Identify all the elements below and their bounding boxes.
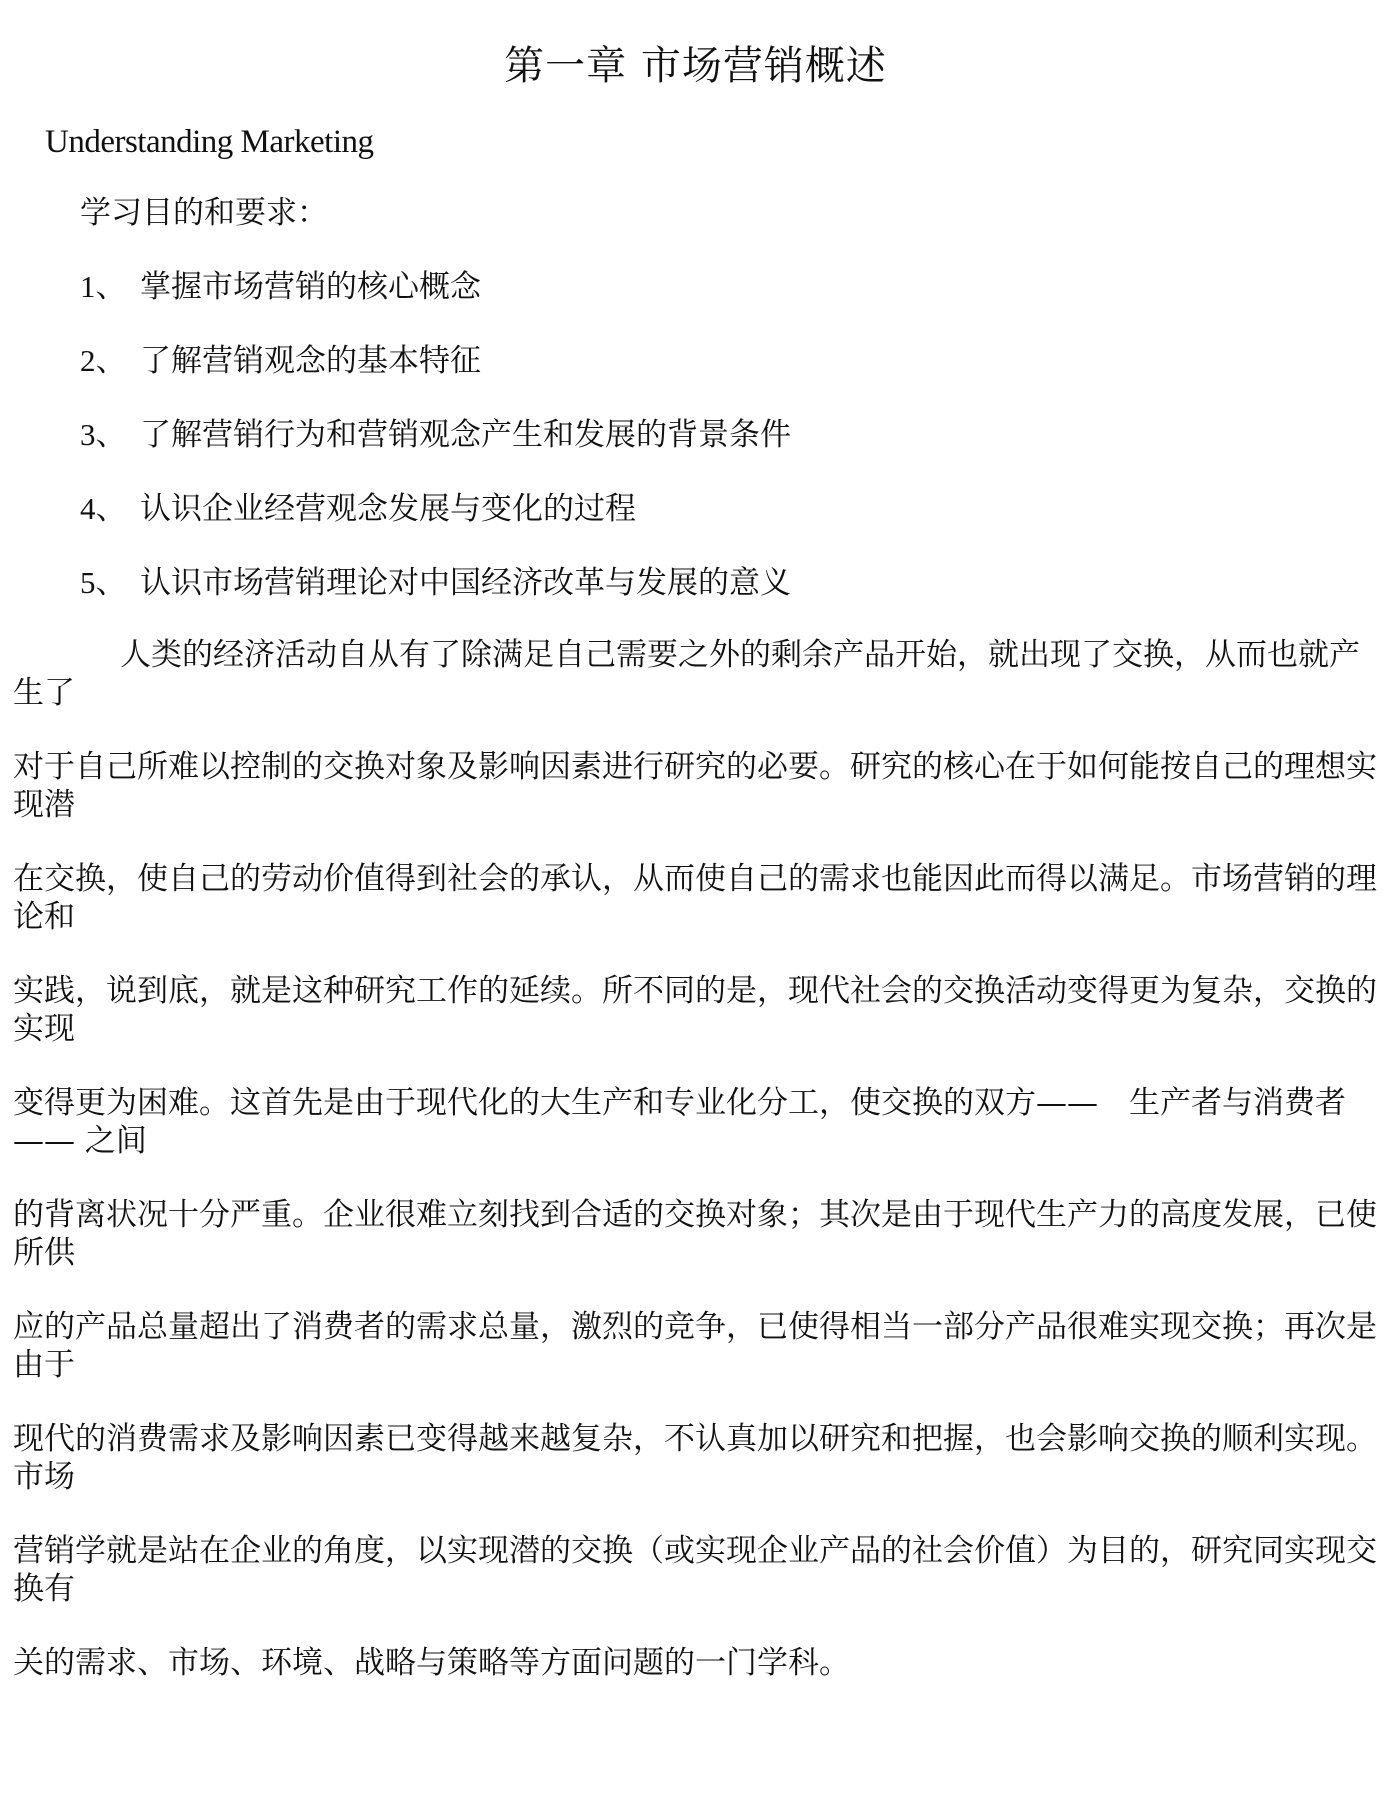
objective-text: 认识市场营销理论对中国经济改革与发展的意义 [140,565,791,601]
paragraph-line: 的背离状况十分严重。企业很难立刻找到合适的交换对象；其次是由于现代生产力的高度发展，已使所供 [13,1197,1377,1271]
paragraph-line: 在交换，使自己的劳动价值得到社会的承认，从而使自己的需求也能因此而得以满足。市场营销的理论和 [13,861,1377,935]
objective-item [80,340,481,382]
objective-number: 2、 [80,343,127,378]
objective-item [80,488,636,530]
paragraph-line: 对于自己所难以控制的交换对象及影响因素进行研究的必要。研究的核心在于如何能按自己的理想实现潜 [13,749,1377,823]
paragraph-line: 现代的消费需求及影响因素已变得越来越复杂，不认真加以研究和把握，也会影响交换的顺利实现。市场 [13,1421,1377,1495]
objective-number: 1、 [80,269,127,304]
english-subtitle: Understanding Marketing [45,124,374,160]
objective-item [80,414,791,456]
objective-text: 了解营销观念的基本特征 [140,343,481,379]
objective-number: 3、 [80,417,127,452]
paragraph-line: 变得更为困难。这首先是由于现代化的大生产和专业化分工，使交换的双方—— 生产者与消费者—— 之间 [13,1085,1346,1159]
paragraph-line: 营销学就是站在企业的角度，以实现潜的交换（或实现企业产品的社会价值）为目的，研究同实现交换有 [13,1533,1377,1607]
objective-number: 5、 [80,565,127,600]
objective-text: 认识企业经营观念发展与变化的过程 [140,491,636,527]
objective-item [80,562,791,604]
objective-text: 了解营销行为和营销观念产生和发展的背景条件 [140,417,791,453]
objective-number: 4、 [80,491,127,526]
paragraph-line: 关的需求、市场、环境、战略与策略等方面问题的一门学科。 [13,1645,850,1681]
paragraph-line: 实践，说到底，就是这种研究工作的延续。所不同的是，现代社会的交换活动变得更为复杂，交换的实现 [13,973,1377,1047]
objective-text: 掌握市场营销的核心概念 [140,269,481,305]
paragraph-line: 人类的经济活动自从有了除满足自己需要之外的剩余产品开始，就出现了交换，从而也就产生了 [13,637,1360,711]
chapter-title: 第一章 市场营销概述 [504,43,887,89]
objective-item [80,266,481,308]
paragraph-line: 应的产品总量超出了消费者的需求总量，激烈的竞争，已使得相当一部分产品很难实现交换；再次是由于 [13,1309,1377,1383]
objectives-heading: 学习目的和要求： [80,195,328,231]
